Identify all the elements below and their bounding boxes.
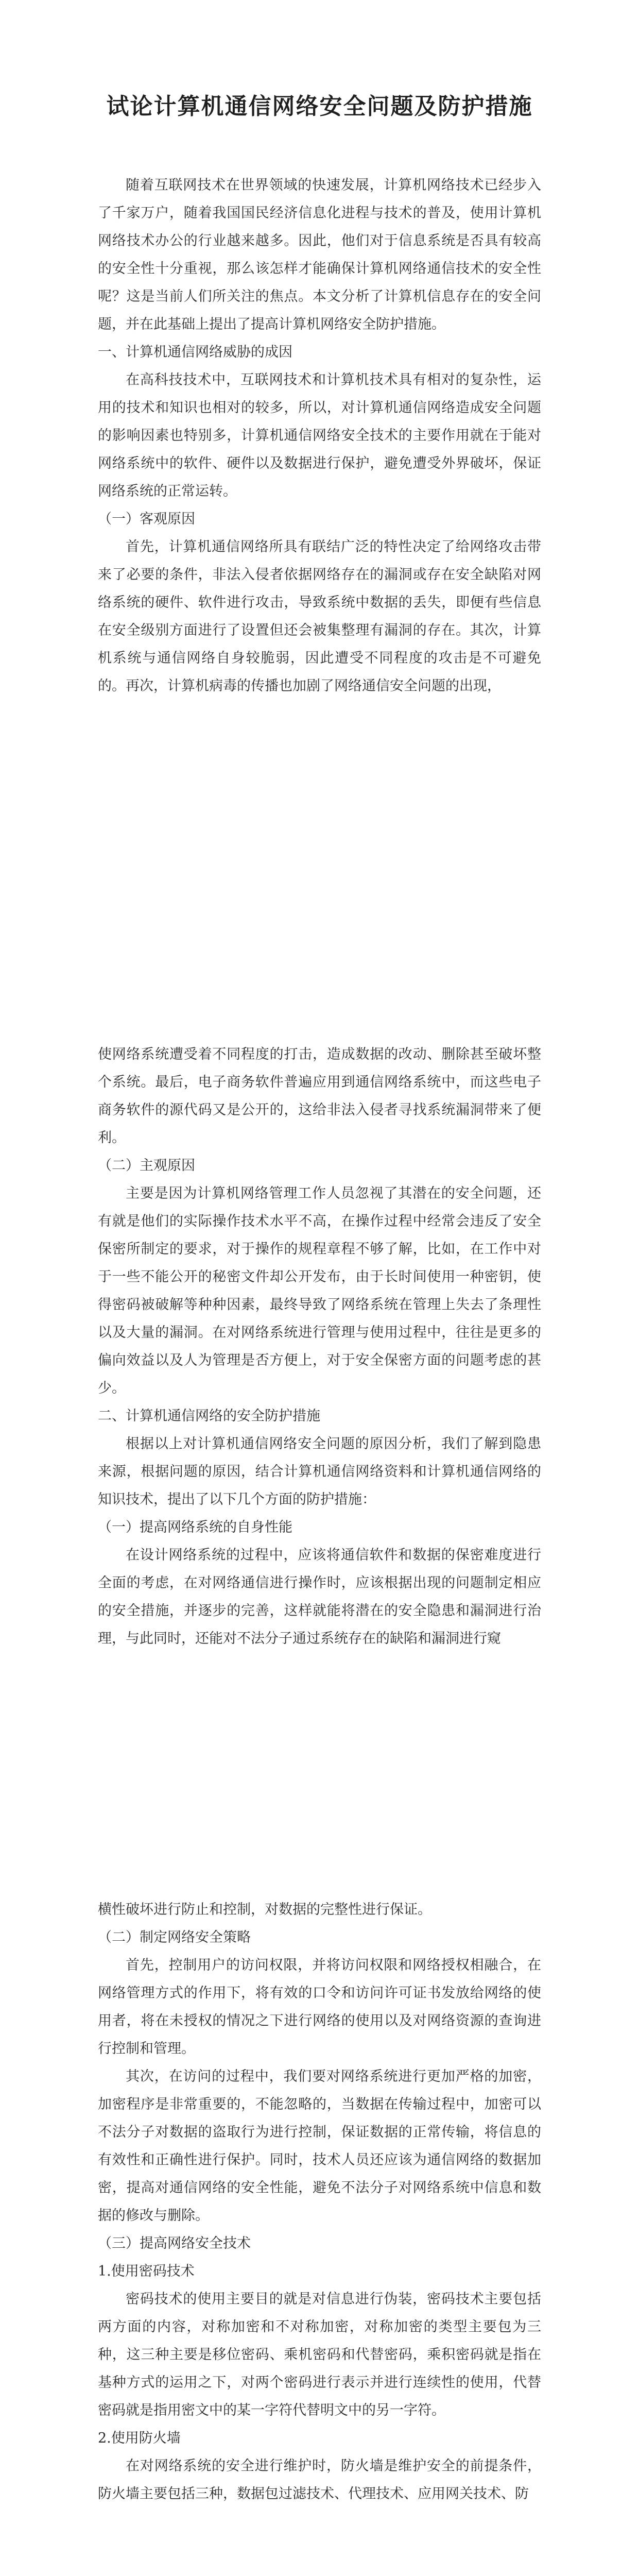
body-paragraph: 首先，控制用户的访问权限，并将访问权限和网络授权相融合，在网络管理方式的作用下，将有效的口令和访问许可证书发放给网络的使用者，将在未授权的情况之下进行网络的使用以及对网络资源的查询进行控制和管理。 bbox=[98, 1957, 541, 2057]
body-paragraph: 其次，在访问的过程中，我们要对网络系统进行更加严格的加密，加密程序是非常重要的，不能忽略的，当数据在传输过程中，加密可以不法分子对数据的盗取行为进行控制，保证数据的正常传输，将信息的有效性和正确性进行保护。同时，技术人员还应该为通信网络的数据加密，提高对通信网络的安全性能，避免不法分子对网络系统中信息和数据的修改与删除。 bbox=[98, 2069, 541, 2224]
body-paragraph: 在设计网络系统的过程中，应该将通信软件和数据的保密难度进行全面的考虑，在对网络通信进行操作时，应该根据出现的问题制定相应的安全措施，并逐步的完善，这样就能将潜在的安全隐患和漏洞进行治理，与此同时，还能对不法分子通过系统存在的缺陷和漏洞进行窥 bbox=[98, 1547, 541, 1647]
section-heading: 1.使用密码技术 bbox=[98, 2263, 195, 2279]
section-heading: （一）提高网络系统的自身性能 bbox=[98, 1519, 292, 1535]
section-heading: （三）提高网络安全技术 bbox=[98, 2235, 251, 2251]
body-paragraph: 密码技术的使用主要目的就是对信息进行伪装，密码技术主要包括两方面的内容，对称加密和不对称加密，对称加密的类型主要包为三种，这三种主要是移位密码、乘机密码和代替密码，乘积密码就是指在基种方式的运用之下，对两个密码进行表示并进行连续性的使用，代替密码就是指用密文中的某一字符代替明文中的另一字符。 bbox=[98, 2291, 541, 2418]
section-heading: 二、计算机通信网络的安全防护措施 bbox=[98, 1408, 320, 1424]
text-section bbox=[98, 172, 541, 700]
body-paragraph: 随着互联网技术在世界领域的快速发展，计算机网络技术已经步入了千家万户，随着我国国民经济信息化进程与技术的普及，使用计算机网络技术办公的行业越来越多。因此，他们对于信息系统是否具有较高的安全性十分重视，那么该怎样才能确保计算机网络通信技术的安全性呢？这是当前人们所关注的焦点。本文分析了计算机信息存在的安全问题，并在此基础上提出了提高计算机网络安全防护措施。 bbox=[98, 177, 541, 332]
body-paragraph: 根据以上对计算机通信网络安全问题的原因分析，我们了解到隐患来源，根据问题的原因，结合计算机通信网络资料和计算机通信网络的知识技术，提出了以下几个方面的防护措施： bbox=[98, 1436, 541, 1507]
document-title: 试论计算机通信网络安全问题及防护措施 bbox=[106, 93, 533, 120]
section-heading: 横性破坏进行防止和控制，对数据的完整性进行保证。 bbox=[98, 1902, 431, 1918]
body-paragraph: 在高科技技术中，互联网技术和计算机技术具有相对的复杂性，运用的技术和知识也相对的较多，所以，对计算机通信网络造成安全问题的影响因素也特别多，计算机通信网络安全技术的主要作用就在于能对网络系统中的软件、硬件以及数据进行保护，避免遭受外界破坏，保证网络系统的正常运转。 bbox=[98, 372, 541, 499]
text-section bbox=[98, 1041, 541, 1653]
body-paragraph: 首先，计算机通信网络所具有联结广泛的特性决定了给网络攻击带来了必要的条件，非法入侵者依据网络存在的漏洞或存在安全缺陷对网络系统的硬件、软件进行攻击，导致系统中数据的丢失，即便有些信息在安全级别方面进行了设置但还会被集整理有漏洞的存在。其次，计算机系统与通信网络自身较脆弱，因此遭受不同程度的攻击是不可避免的。再次，计算机病毒的传播也加剧了网络通信安全问题的出现， bbox=[98, 539, 541, 694]
body-paragraph: 主要是因为计算机网络管理工作人员忽视了其潜在的安全问题，还有就是他们的实际操作技术水平不高，在操作过程中经常会违反了安全保密所制定的要求，对于操作的规程章程不够了解，比如，在工作中对于一些不能公开的秘密文件却公开发布，由于长时间使用一种密钥，使得密码被破解等种种因素，最终导致了网络系统在管理上失去了条理性以及大量的漏洞。在对网络系统进行管理与使用过程中，往往是更多的偏向效益以及人为管理是否方便上，对于安全保密方面的问题考虑的甚少。 bbox=[98, 1185, 541, 1396]
body-paragraph: 在对网络系统的安全进行维护时，防火墙是维护安全的前提条件，防火墙主要包括三种，数据包过滤技术、代理技术、应用网关技术、防 bbox=[98, 2458, 541, 2502]
section-heading: 一、计算机通信网络威胁的成因 bbox=[98, 344, 292, 360]
section-heading: （二）主观原因 bbox=[98, 1158, 195, 1174]
section-heading: （一）客观原因 bbox=[98, 511, 195, 527]
text-section bbox=[98, 1896, 541, 2508]
section-heading: 使网络系统遭受着不同程度的打击，造成数据的改动、删除甚至破坏整个系统。最后，电子商务软件普遍应用到通信网络系统中，而这些电子商务软件的源代码又是公开的，这给非法入侵者寻找系统漏洞带来了便利。 bbox=[98, 1046, 541, 1146]
section-heading: （二）制定网络安全策略 bbox=[98, 1929, 251, 1945]
section-heading: 2.使用防火墙 bbox=[98, 2430, 181, 2446]
